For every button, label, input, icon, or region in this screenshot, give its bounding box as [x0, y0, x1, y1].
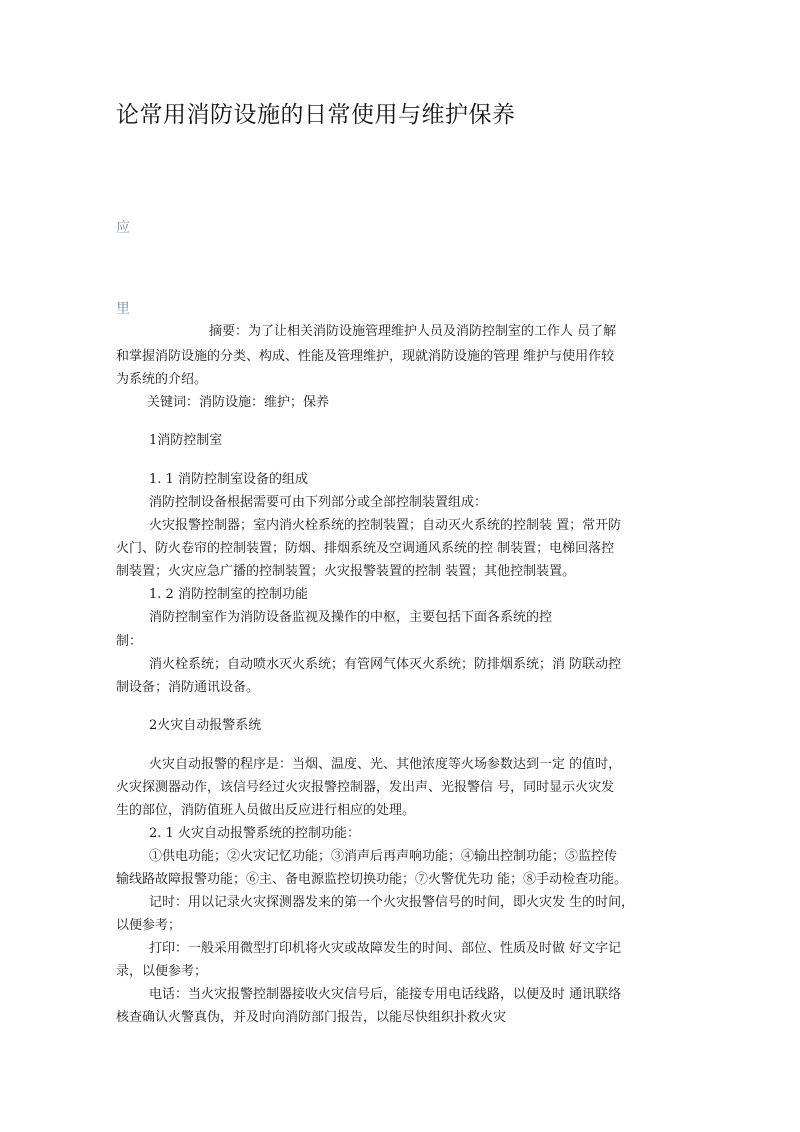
section-heading: 2火灾自动报警系统: [149, 718, 262, 733]
body-line: 核查确认火警真伪，并及时向消防部门报告，以能尽快组织扑救火灾: [116, 1010, 507, 1025]
body-line: 制装置；火灾应急广播的控制装置；火灾报警装置的控制 装置；其他控制装置。: [116, 564, 576, 579]
body-line: 火灾探测器动作，该信号经过火灾报警控制器，发出声、光报警信 号，同时显示火灾发: [116, 780, 615, 795]
body-line: 火门、防火卷帘的控制装置；防烟、排烟系统及空调通风系统的控 制装置；电梯回落控: [116, 541, 615, 556]
body-line: 生的部位，消防值班人员做出反应进行相应的处理。: [116, 803, 416, 818]
body-line: 输线路故障报警功能；⑥主、备电源监控切换功能；⑦火警优先功 能；⑧手动检查功能。: [116, 872, 628, 887]
body-line: 消防控制设备根据需要可由下列部分或全部控制装置组成：: [149, 495, 488, 510]
body-line: 以便参考；: [116, 918, 182, 933]
abstract-line: 为系统的介绍。: [116, 372, 208, 387]
body-line: 制设备；消防通讯设备。: [116, 680, 260, 695]
abstract-line: 摘要：为了让相关消防设施管理维护人员及消防控制室的工作人 员了解: [209, 324, 617, 339]
body-line: 火灾报警控制器；室内消火栓系统的控制装置；自动灭火系统的控制装 置；常开防: [149, 518, 622, 533]
body-line: 消防控制室作为消防设备监视及操作的中枢，主要包括下面各系统的控: [149, 610, 553, 625]
subsection-heading: 1. 2 消防控制室的控制功能: [149, 587, 308, 602]
keywords-line: 关键词：消防设施：维护；保养: [147, 395, 330, 410]
body-line: 电话：当火灾报警控制器接收火灾信号后，能接专用电话线路，以便及时 通讯联络: [149, 987, 622, 1002]
body-line: 录，以便参考；: [116, 964, 208, 979]
stray-char: 里: [116, 301, 130, 317]
subsection-heading: 2. 1 火灾自动报警系统的控制功能：: [149, 826, 360, 841]
body-line: 记时：用以记录火灾探测器发来的第一个火灾报警信号的时间，即火灾发 生的时间，: [149, 895, 635, 910]
document-title: 论常用消防设施的日常使用与维护保养: [116, 102, 516, 128]
body-line: 火灾自动报警的程序是：当烟、温度、光、其他浓度等火场参数达到一定 的值时，: [149, 757, 622, 772]
body-line: ①供电功能；②火灾记忆功能；③消声后再声响功能；④输出控制功能；⑤监控传: [149, 849, 618, 864]
body-line: 制：: [116, 634, 143, 649]
body-line: 打印：一般采用微型打印机将火灾或故障发生的时间、部位、性质及时做 好文字记: [149, 941, 622, 956]
subsection-heading: 1. 1 消防控制室设备的组成: [149, 472, 308, 487]
abstract-line: 和掌握消防设施的分类、构成、性能及管理维护，现就消防设施的管理 维护与使用作较: [116, 349, 615, 364]
section-heading: 1消防控制室: [149, 433, 223, 448]
stray-char: 应: [116, 220, 130, 236]
body-line: 消火栓系统；自动喷水灭火系统；有管网气体灭火系统；防排烟系统；消 防联动控: [149, 657, 622, 672]
